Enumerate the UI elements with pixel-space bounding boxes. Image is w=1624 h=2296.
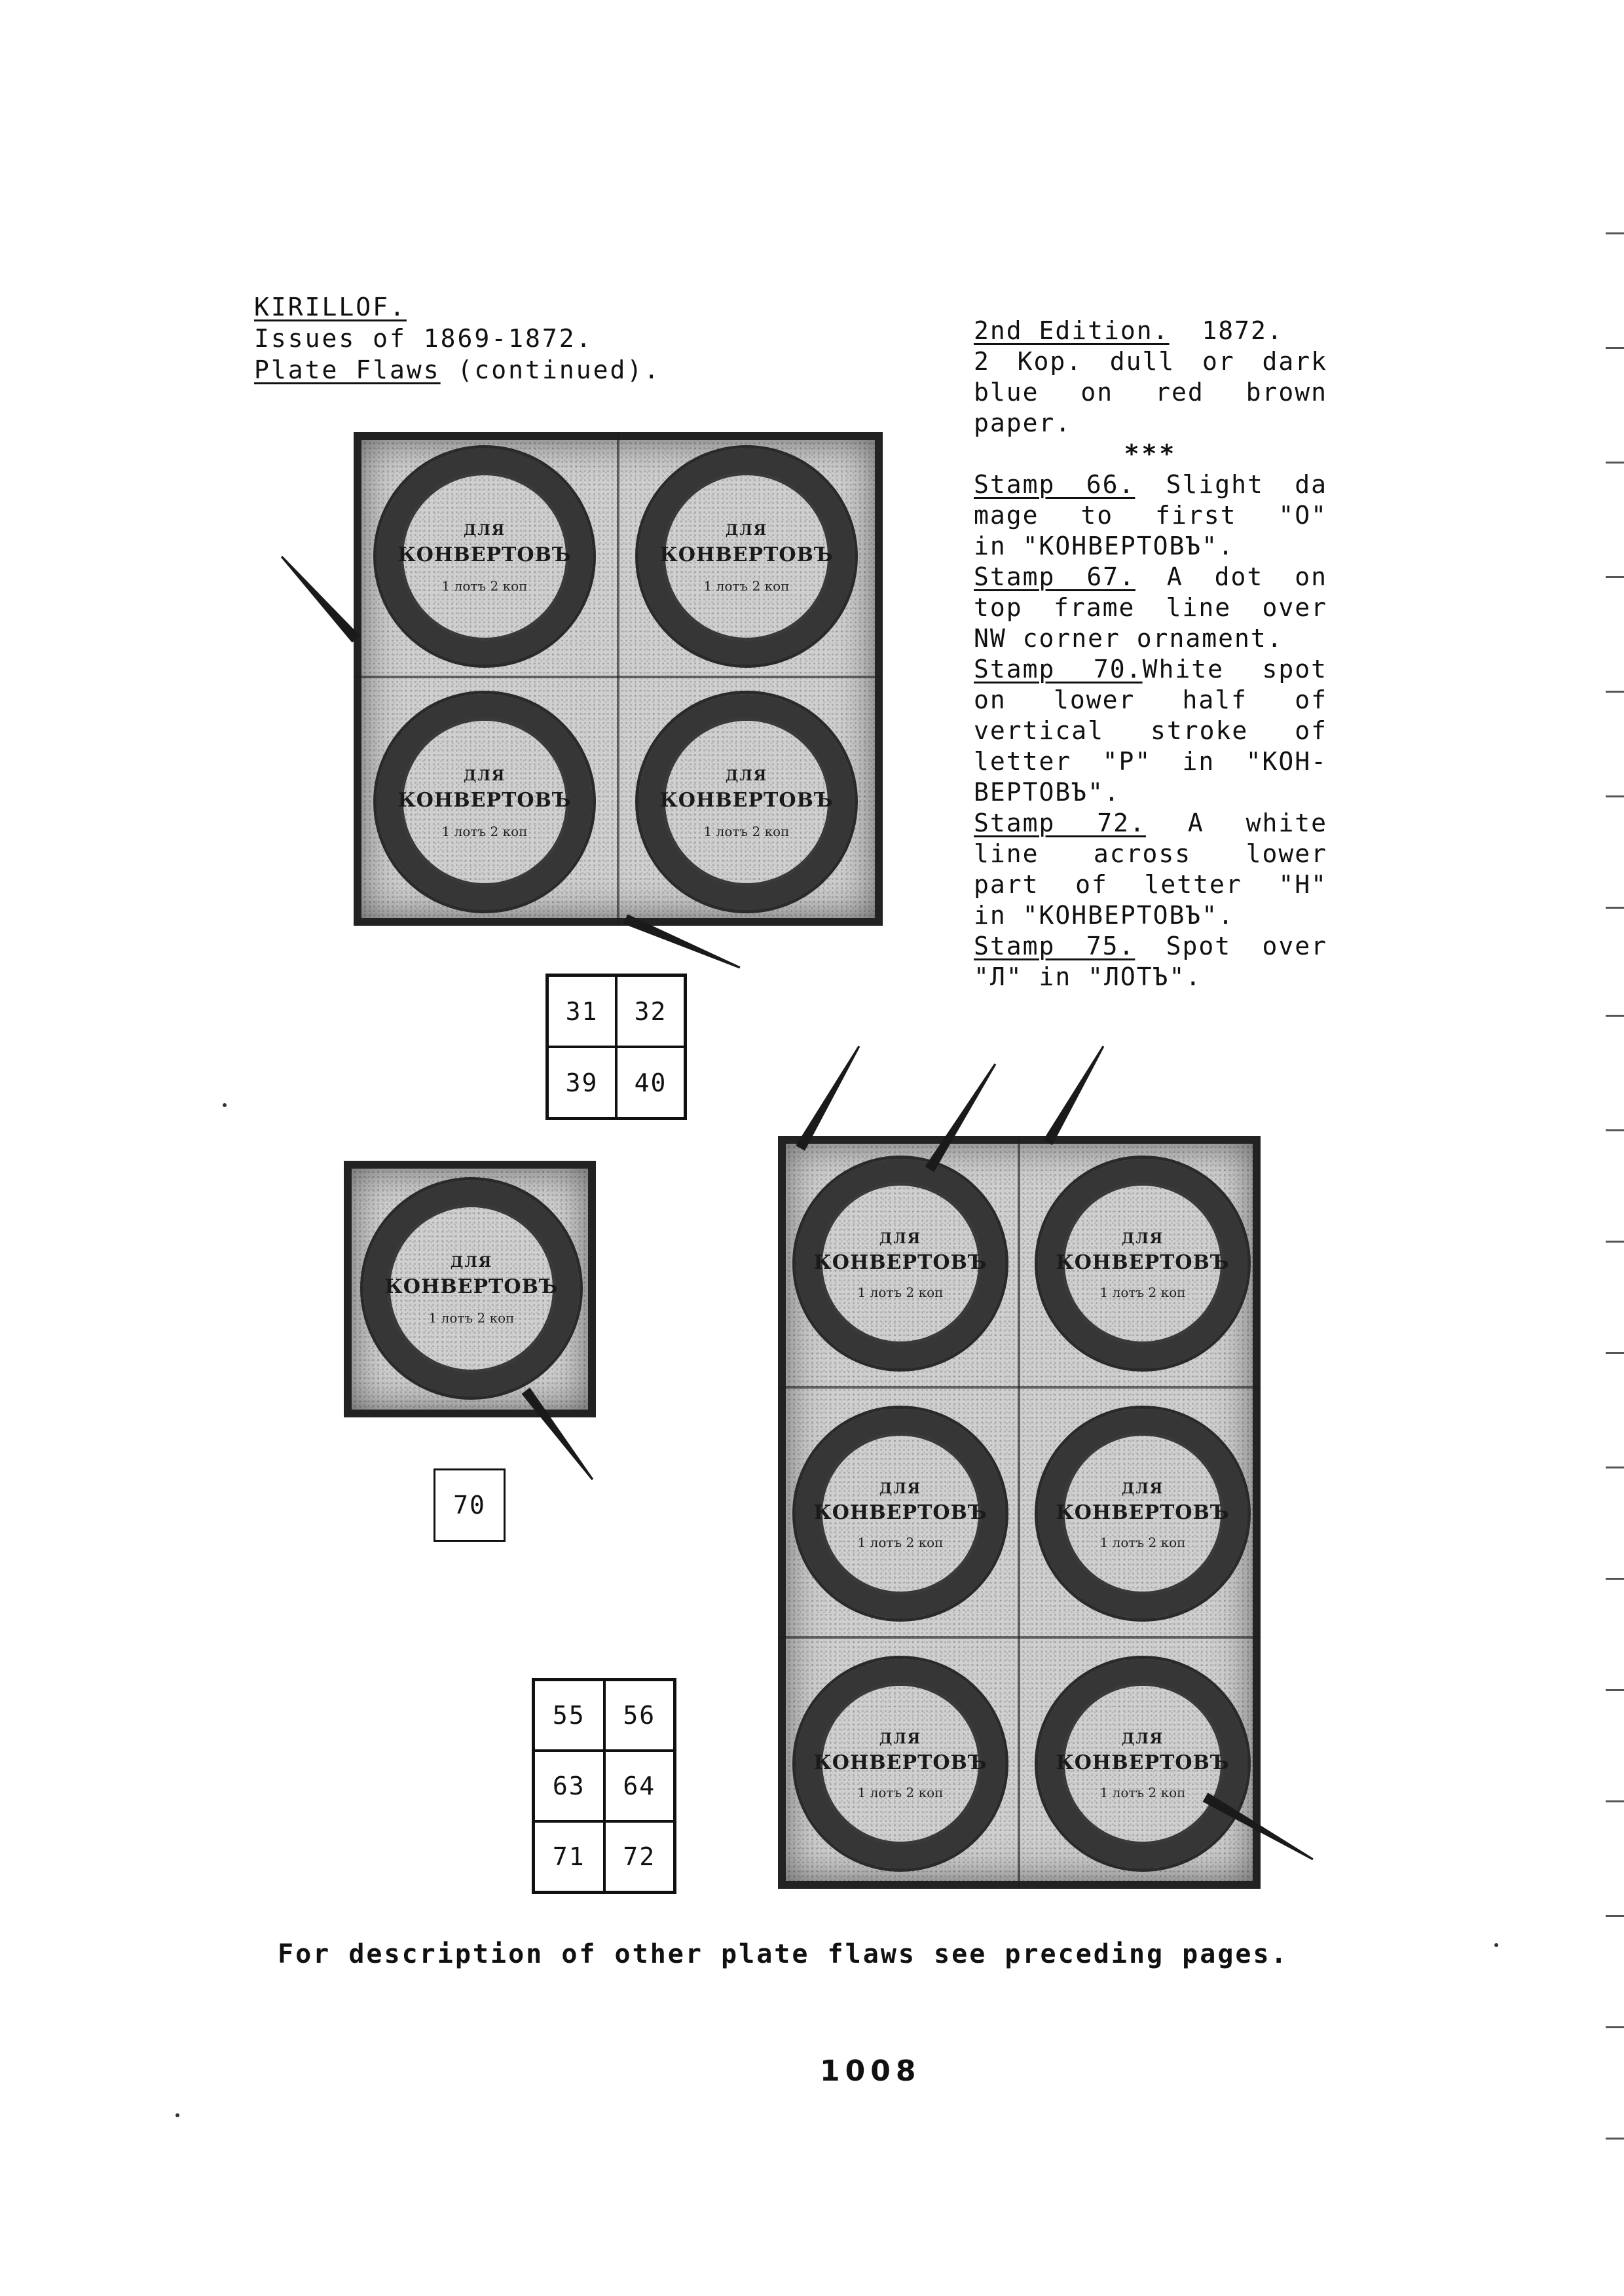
key-cell: 39 xyxy=(547,1047,616,1118)
scan-edge-tick xyxy=(1606,1241,1624,1243)
edition-line: paper. xyxy=(974,409,1072,437)
stamp-ring: ДЛЯ КОНВЕРТОВЪ 1 лотъ 2 коп xyxy=(635,445,858,668)
continued-text: (continued). xyxy=(440,355,661,384)
key-cell: 56 xyxy=(604,1680,675,1751)
header-issues: Issues of 1869-1872. xyxy=(254,324,593,353)
key-cell: 70 xyxy=(453,1491,486,1520)
flaw-line: ВЕРТОВЪ". xyxy=(974,778,1120,807)
scan-edge-tick xyxy=(1606,691,1624,693)
stamp-ring: ДЛЯ КОНВЕРТОВЪ 1 лотъ 2 коп xyxy=(360,1177,583,1400)
scan-edge-tick xyxy=(1606,1578,1624,1580)
stamp-block-2x3-image xyxy=(778,1136,1261,1889)
flaw-line: in "КОНВЕРТОВЪ". xyxy=(974,901,1235,930)
flaw-line: mage to first "O" xyxy=(974,501,1327,530)
key-cell: 71 xyxy=(534,1821,604,1892)
stamp-single-image xyxy=(344,1161,596,1417)
stamp-ring: ДЛЯ КОНВЕРТОВЪ 1 лотъ 2 коп xyxy=(792,1656,1008,1872)
key-cell: 64 xyxy=(604,1751,675,1821)
key-cell: 31 xyxy=(547,975,616,1047)
key-cell: 63 xyxy=(534,1751,604,1821)
stamp-ring: ДЛЯ КОНВЕРТОВЪ 1 лотъ 2 коп xyxy=(373,691,596,913)
scan-edge-tick xyxy=(1606,907,1624,909)
scan-edge-tick xyxy=(1606,2138,1624,2140)
flaw-pointer-arrow xyxy=(800,1046,859,1148)
flaw-line: top frame line over xyxy=(974,593,1327,622)
footer-note: For description of other plate flaws see preceding pages. xyxy=(278,1939,1289,1969)
flaw-67: Stamp 67. A dot on xyxy=(974,562,1327,591)
flaw-line: "Л" in "ЛОТЪ". xyxy=(974,962,1202,991)
scan-speck xyxy=(223,1103,227,1107)
scan-speck xyxy=(175,2113,179,2117)
flaw-pointer-arrow xyxy=(625,919,740,968)
key-cell: 72 xyxy=(604,1821,675,1892)
key-cell: 32 xyxy=(616,975,685,1047)
stamp-ring: ДЛЯ КОНВЕРТОВЪ 1 лотъ 2 коп xyxy=(635,691,858,913)
scan-edge-tick xyxy=(1606,1800,1624,1802)
key-grid-70 xyxy=(434,1468,506,1542)
flaw-pointer-arrow xyxy=(1048,1046,1103,1142)
scan-edge-tick xyxy=(1606,2026,1624,2028)
stamp-ring: ДЛЯ КОНВЕРТОВЪ 1 лотъ 2 коп xyxy=(1035,1156,1251,1372)
edition-heading: 2nd Edition. 1872. xyxy=(974,316,1283,345)
flaw-70: Stamp 70.White spot xyxy=(974,655,1327,683)
flaw-line: line across lower xyxy=(974,839,1327,868)
flaw-line: vertical stroke of xyxy=(974,716,1327,745)
scan-edge-tick xyxy=(1606,1689,1624,1691)
scan-speck xyxy=(1494,1943,1498,1947)
flaw-line: part of letter "H" xyxy=(974,870,1327,899)
stamp-block-2x2-image xyxy=(354,432,883,926)
flaw-line: NW corner ornament. xyxy=(974,624,1283,653)
scan-edge-tick xyxy=(1606,232,1624,234)
scan-edge-tick xyxy=(1606,1129,1624,1131)
edition-line: blue on red brown xyxy=(974,378,1327,407)
scan-edge-tick xyxy=(1606,1915,1624,1917)
scan-edge-tick xyxy=(1606,1015,1624,1017)
scan-edge-tick xyxy=(1606,1467,1624,1468)
scan-edge-tick xyxy=(1606,576,1624,578)
stamp-ring: ДЛЯ КОНВЕРТОВЪ 1 лотъ 2 коп xyxy=(792,1406,1008,1622)
scan-edge-tick xyxy=(1606,462,1624,464)
header-title: KIRILLOF. xyxy=(254,293,407,321)
key-cell: 55 xyxy=(534,1680,604,1751)
scan-edge-tick xyxy=(1606,795,1624,797)
stamp-ring: ДЛЯ КОНВЕРТОВЪ 1 лотъ 2 коп xyxy=(1035,1406,1251,1622)
flaw-66: Stamp 66. Slight da xyxy=(974,470,1327,499)
flaw-line: letter "P" in "КОН- xyxy=(974,747,1327,776)
flaw-line: in "КОНВЕРТОВЪ". xyxy=(974,532,1235,560)
scan-edge-tick xyxy=(1606,1352,1624,1354)
flaw-75: Stamp 75. Spot over xyxy=(974,932,1327,960)
flaw-pointer-arrow xyxy=(282,556,356,639)
stamp-ring: ДЛЯ КОНВЕРТОВЪ 1 лотъ 2 коп xyxy=(792,1156,1008,1372)
header-plate-flaws xyxy=(254,355,661,385)
flaw-72: Stamp 72. A white xyxy=(974,809,1328,837)
edition-line: 2 Kop. dull or dark xyxy=(974,347,1327,376)
scan-edge-tick xyxy=(1606,347,1624,349)
plate-flaws-label: Plate Flaws xyxy=(254,355,441,384)
key-cell: 40 xyxy=(616,1047,685,1118)
flaw-line: on lower half of xyxy=(974,685,1327,714)
key-grid-55-72 xyxy=(532,1678,676,1894)
stamp-ring: ДЛЯ КОНВЕРТОВЪ 1 лотъ 2 коп xyxy=(1035,1656,1251,1872)
separator: *** xyxy=(1124,439,1177,468)
stamp-ring: ДЛЯ КОНВЕРТОВЪ 1 лотъ 2 коп xyxy=(373,445,596,668)
edition-description xyxy=(974,316,1327,993)
page-number: 1008 xyxy=(820,2054,921,2088)
key-grid-31-40 xyxy=(545,974,687,1120)
